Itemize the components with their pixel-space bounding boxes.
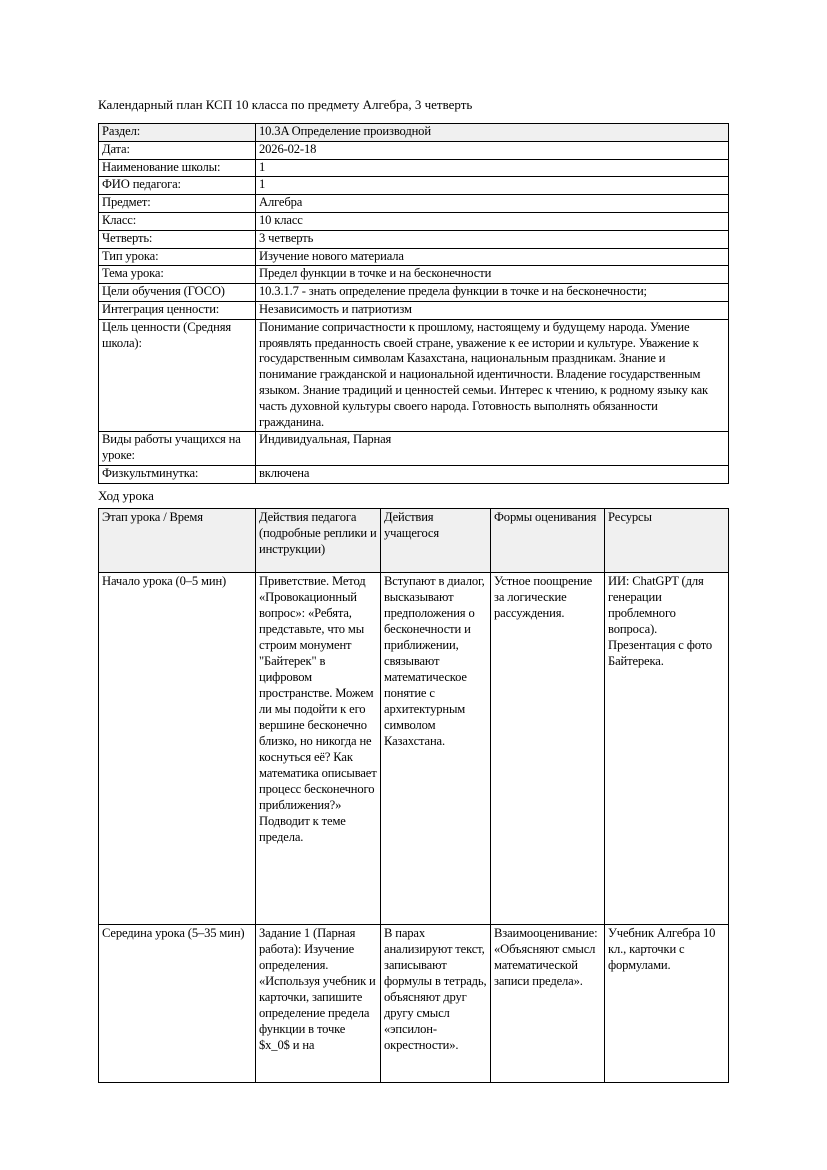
lesson-column-header-teacher: Действия педагога (подробные реплики и инструкции) [256,508,381,572]
lesson-column-header-assessment: Формы оценивания [491,508,605,572]
lesson-flow-table [98,508,729,1083]
lesson-column-header-stage: Этап урока / Время [99,508,256,572]
info-row-value: Предел функции в точке и на бесконечности [256,266,729,284]
info-row [99,159,729,177]
lesson-info-table [98,123,729,484]
info-row [99,124,729,142]
info-row [99,212,729,230]
document-title: Календарный план КСП 10 класса по предмету Алгебра, 3 четверть [98,97,473,112]
info-row-label: ФИО педагога: [99,177,256,195]
info-row-label: Четверть: [99,230,256,248]
info-row-value: 1 [256,159,729,177]
info-row-value: Изучение нового материала [256,248,729,266]
lesson-column-header-resources: Ресурсы [605,508,729,572]
info-row-label: Класс: [99,212,256,230]
info-row [99,230,729,248]
info-row-value: 1 [256,177,729,195]
resources-cell: Учебник Алгебра 10 кл., карточки с формулами. [605,924,729,1082]
lesson-row-start [99,572,729,924]
info-row-value: 10.3.1.7 - знать определение предела функции в точке и на бесконечности; [256,284,729,302]
assessment-cell: Устное поощрение за логические рассуждения. [491,572,605,924]
lesson-column-header-student: Действия учащегося [381,508,491,572]
info-row-label: Физкультминутка: [99,465,256,483]
info-row-value: 2026-02-18 [256,141,729,159]
student-actions-cell: Вступают в диалог, высказывают предположения о бесконечности и приближении, связывают математическое понятие с архитектурным символом Казахстана. [381,572,491,924]
lesson-flow-heading: Ход урока [98,487,154,503]
info-row [99,465,729,483]
assessment-cell: Взаимооценивание: «Объясняют смысл математической записи предела». [491,924,605,1082]
info-row [99,248,729,266]
stage-cell: Середина урока (5–35 мин) [99,924,256,1082]
info-row [99,432,729,466]
info-row-value: Индивидуальная, Парная [256,432,729,466]
info-row [99,177,729,195]
info-row-value: 10 класс [256,212,729,230]
info-row-label: Тип урока: [99,248,256,266]
info-row-label: Интеграция ценности: [99,301,256,319]
info-row [99,301,729,319]
teacher-actions-cell: Приветствие. Метод «Провокационный вопрос»: «Ребята, представьте, что мы строим монумент "Байтерек" в цифровом пространстве. Можем ли мы подойти к его вершине бесконечно близко, но никогда не коснуться её? Как математика описывает процесс бесконечного приближения?» Подводит к теме предела. [256,572,381,924]
student-actions-cell: В парах анализируют текст, записывают формулы в тетрадь, объясняют друг другу смысл «эпсилон-окрестности». [381,924,491,1082]
info-row [99,195,729,213]
resources-cell: ИИ: ChatGPT (для генерации проблемного вопроса). Презентация с фото Байтерека. [605,572,729,924]
lesson-header-row [99,508,729,572]
info-row-label: Цели обучения (ГОСО) [99,284,256,302]
info-row [99,141,729,159]
info-row [99,284,729,302]
info-row-value: Понимание сопричастности к прошлому, настоящему и будущему народа. Умение проявлять преданность своей стране, уважение к ее истории и культуре. Уважение к государственным символам Казахстана, национальным праздникам. Знание и понимание гражданской и национальной идентичности. Владение государственным языком. Знание традиций и ценностей семьи. Интерес к чтению, к родному языку как часть духовной культуры своего народа. Готовность выполнять обязанности гражданина. [256,319,729,432]
info-row-label: Цель ценности (Средняя школа): [99,319,256,432]
lesson-row-middle [99,924,729,1082]
document-body [98,97,728,1083]
info-row-label: Дата: [99,141,256,159]
info-row-value: 10.3A Определение производной [256,124,729,142]
info-row-label: Предмет: [99,195,256,213]
teacher-actions-cell: Задание 1 (Парная работа): Изучение определения. «Используя учебник и карточки, запишите определение предела функции в точке $x_0$ и на [256,924,381,1082]
info-row-value: Алгебра [256,195,729,213]
info-row-label: Виды работы учащихся на уроке: [99,432,256,466]
info-row-label: Раздел: [99,124,256,142]
info-row-label: Тема урока: [99,266,256,284]
info-row-value: включена [256,465,729,483]
info-row [99,319,729,432]
info-row-value: 3 четверть [256,230,729,248]
info-row [99,266,729,284]
stage-cell: Начало урока (0–5 мин) [99,572,256,924]
info-row-value: Независимость и патриотизм [256,301,729,319]
info-row-label: Наименование школы: [99,159,256,177]
